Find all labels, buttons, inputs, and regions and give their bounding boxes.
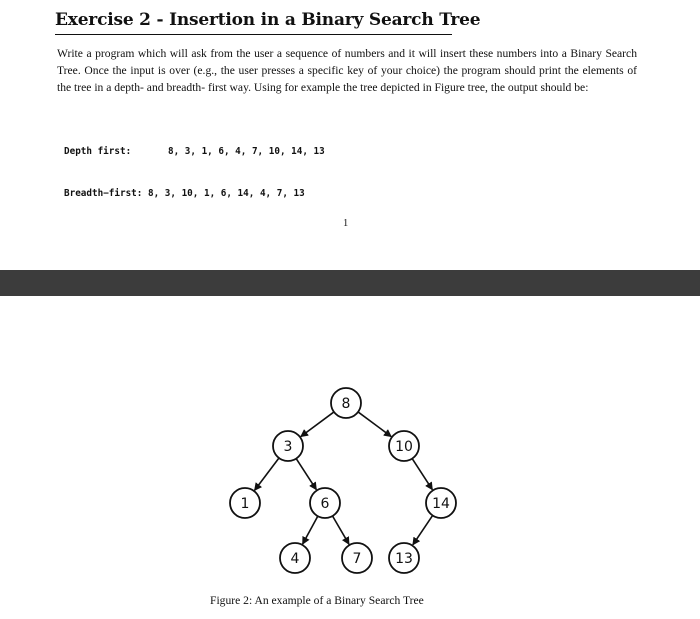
binary-search-tree-figure xyxy=(0,296,700,591)
tree-node-10 xyxy=(389,431,419,461)
tree-node-8 xyxy=(331,388,361,418)
tree-node-label: 14 xyxy=(432,496,450,512)
tree-edge-6-4 xyxy=(303,516,318,544)
tree-node-label: 4 xyxy=(290,551,300,567)
depth-first-values: 8, 3, 1, 6, 4, 7, 10, 14, 13 xyxy=(168,146,325,157)
page-number: 1 xyxy=(343,218,349,229)
tree-node-14 xyxy=(426,488,456,518)
tree-edge-8-3 xyxy=(301,412,334,437)
tree-edge-14-13 xyxy=(413,515,433,544)
tree-edge-8-10 xyxy=(358,412,391,437)
title-underline xyxy=(55,34,452,35)
depth-first-line xyxy=(64,145,325,159)
tree-edge-3-1 xyxy=(255,458,279,490)
tree-node-label: 8 xyxy=(341,396,351,412)
tree-node-6 xyxy=(310,488,340,518)
document-page-1 xyxy=(0,0,700,270)
tree-node-label: 1 xyxy=(240,496,250,512)
tree-node-4 xyxy=(280,543,310,573)
breadth-first-label: Breadth−first: xyxy=(64,188,143,199)
page-separator xyxy=(0,270,700,296)
tree-node-label: 3 xyxy=(283,439,293,455)
exercise-description: Write a program which will ask from the user a sequence of numbers and it will insert these numbers into a Binary Search Tree. Once the input is over (e.g., the user presses a specific key of your choice) the program should print the elements of the tree in a depth- and breadth- first way. Using for example the tree depicted in Figure tree, the output should be: xyxy=(57,47,637,94)
tree-node-label: 13 xyxy=(395,551,413,567)
breadth-first-line xyxy=(64,187,325,201)
tree-node-3 xyxy=(273,431,303,461)
tree-node-1 xyxy=(230,488,260,518)
tree-edge-10-14 xyxy=(412,459,432,490)
tree-node-label: 10 xyxy=(395,439,413,455)
tree-edge-3-6 xyxy=(296,459,316,490)
tree-node-label: 7 xyxy=(352,551,362,567)
tree-node-7 xyxy=(342,543,372,573)
expected-output-block xyxy=(64,117,325,229)
tree-edge-6-7 xyxy=(333,516,349,544)
breadth-first-values: 8, 3, 10, 1, 6, 14, 4, 7, 13 xyxy=(148,188,305,199)
depth-first-label: Depth first: xyxy=(64,146,132,157)
exercise-title: Exercise 2 - Insertion in a Binary Search Tree xyxy=(55,10,481,30)
figure-caption: Figure 2: An example of a Binary Search Tree xyxy=(210,594,424,607)
tree-node-label: 6 xyxy=(320,496,330,512)
tree-node-13 xyxy=(389,543,419,573)
